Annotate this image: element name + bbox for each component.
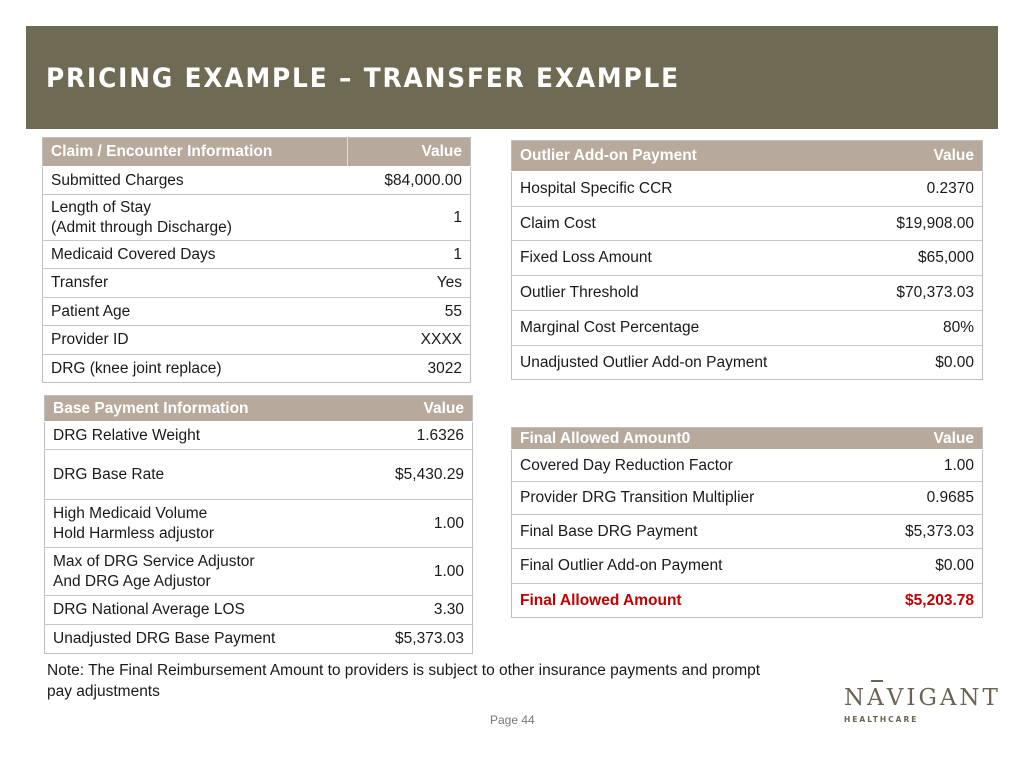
table-row — [45, 500, 473, 548]
row-label: Final Allowed Amount — [512, 584, 842, 618]
row-value: 80% — [842, 311, 983, 346]
row-label — [45, 548, 350, 596]
row-label: Hospital Specific CCR — [512, 172, 842, 207]
logo-letter: N — [844, 685, 868, 711]
row-label — [43, 195, 348, 241]
navigant-logo — [844, 683, 1001, 724]
row-label: DRG (knee joint replace) — [43, 355, 348, 383]
table-row — [512, 346, 983, 380]
row-label-line: High Medicaid Volume — [53, 504, 208, 522]
column-header-value: Value — [348, 138, 471, 167]
page-title: PRICING EXAMPLE – TRANSFER EXAMPLE — [46, 63, 680, 94]
table-row — [512, 207, 983, 241]
row-label: Submitted Charges — [43, 167, 348, 195]
row-label: Unadjusted DRG Base Payment — [45, 625, 350, 654]
table-row — [43, 269, 471, 298]
row-value: 1.00 — [350, 548, 473, 596]
table-header-row — [512, 141, 983, 172]
column-header-value: Value — [842, 141, 983, 172]
table-header-row — [512, 428, 983, 450]
row-label: Patient Age — [43, 298, 348, 326]
table-row — [45, 596, 473, 625]
row-label: Claim Cost — [512, 207, 842, 241]
column-header-label: Outlier Add-on Payment — [512, 141, 842, 172]
row-label-line: And DRG Age Adjustor — [53, 572, 211, 590]
table-row-total — [512, 584, 983, 618]
row-label: Outlier Threshold — [512, 276, 842, 311]
table-row — [512, 482, 983, 515]
column-header-value: Value — [350, 396, 473, 422]
page-number: Page 44 — [490, 713, 535, 727]
column-header-label: Base Payment Information — [45, 396, 350, 422]
logo-letters: VIGANT — [886, 685, 1001, 711]
table-row — [512, 276, 983, 311]
row-value: $0.00 — [842, 549, 983, 584]
row-label: DRG National Average LOS — [45, 596, 350, 625]
row-value: XXXX — [348, 326, 471, 355]
row-label-line: Max of DRG Service Adjustor — [53, 552, 255, 570]
table-row — [45, 422, 473, 450]
row-value: $84,000.00 — [348, 167, 471, 195]
table-row — [45, 548, 473, 596]
table-row — [43, 241, 471, 269]
row-label-line: (Admit through Discharge) — [51, 218, 232, 236]
row-value: $0.00 — [842, 346, 983, 380]
row-value: $5,430.29 — [350, 450, 473, 500]
claim-encounter-table — [42, 137, 471, 383]
table-row — [512, 450, 983, 482]
row-value: 1 — [348, 195, 471, 241]
row-label: Provider DRG Transition Multiplier — [512, 482, 842, 515]
table-row — [45, 625, 473, 654]
logo-letter-a — [867, 683, 887, 713]
logo-wordmark — [844, 683, 1001, 713]
outlier-addon-table — [511, 140, 983, 380]
row-label: Transfer — [43, 269, 348, 298]
row-label — [45, 500, 350, 548]
table-header-row — [45, 396, 473, 422]
row-label: Covered Day Reduction Factor — [512, 450, 842, 482]
column-header-label: Final Allowed Amount0 — [512, 428, 842, 450]
row-value: $5,373.03 — [842, 515, 983, 549]
column-header-value: Value — [842, 428, 983, 450]
title-banner — [26, 26, 998, 129]
row-label-line: Hold Harmless adjustor — [53, 524, 215, 542]
row-value: $19,908.00 — [842, 207, 983, 241]
row-value: 1.6326 — [350, 422, 473, 450]
row-label: Fixed Loss Amount — [512, 241, 842, 276]
table-row — [512, 515, 983, 549]
row-value: Yes — [348, 269, 471, 298]
final-allowed-table — [511, 427, 983, 618]
row-label: Final Outlier Add-on Payment — [512, 549, 842, 584]
table-row — [512, 172, 983, 207]
table-row — [45, 450, 473, 500]
logo-a-crossbar — [871, 680, 883, 682]
table-row — [512, 311, 983, 346]
logo-tagline: HEALTHCARE — [844, 715, 919, 724]
logo-letter: A — [867, 685, 887, 711]
row-label: Marginal Cost Percentage — [512, 311, 842, 346]
row-label: Provider ID — [43, 326, 348, 355]
row-value: 0.2370 — [842, 172, 983, 207]
row-label: Final Base DRG Payment — [512, 515, 842, 549]
row-label: DRG Relative Weight — [45, 422, 350, 450]
row-value: $5,203.78 — [842, 584, 983, 618]
row-label: Unadjusted Outlier Add-on Payment — [512, 346, 842, 380]
row-value: 55 — [348, 298, 471, 326]
row-value: $70,373.03 — [842, 276, 983, 311]
table-row — [43, 167, 471, 195]
table-header-row — [43, 138, 471, 167]
row-label-line: Length of Stay — [51, 198, 151, 216]
row-value: 1 — [348, 241, 471, 269]
footnote: Note: The Final Reimbursement Amount to providers is subject to other insurance payments and prompt pay adjustments — [47, 662, 761, 700]
row-value: 3022 — [348, 355, 471, 383]
row-label: DRG Base Rate — [45, 450, 350, 500]
row-value: $65,000 — [842, 241, 983, 276]
column-header-label: Claim / Encounter Information — [43, 138, 348, 167]
row-label: Medicaid Covered Days — [43, 241, 348, 269]
base-payment-table — [44, 395, 473, 654]
row-value: 3.30 — [350, 596, 473, 625]
table-row — [43, 195, 471, 241]
row-value: 1.00 — [350, 500, 473, 548]
table-row — [43, 326, 471, 355]
row-value: 1.00 — [842, 450, 983, 482]
table-row — [512, 549, 983, 584]
table-row — [512, 241, 983, 276]
row-value: $5,373.03 — [350, 625, 473, 654]
table-row — [43, 355, 471, 383]
row-value: 0.9685 — [842, 482, 983, 515]
table-row — [43, 298, 471, 326]
